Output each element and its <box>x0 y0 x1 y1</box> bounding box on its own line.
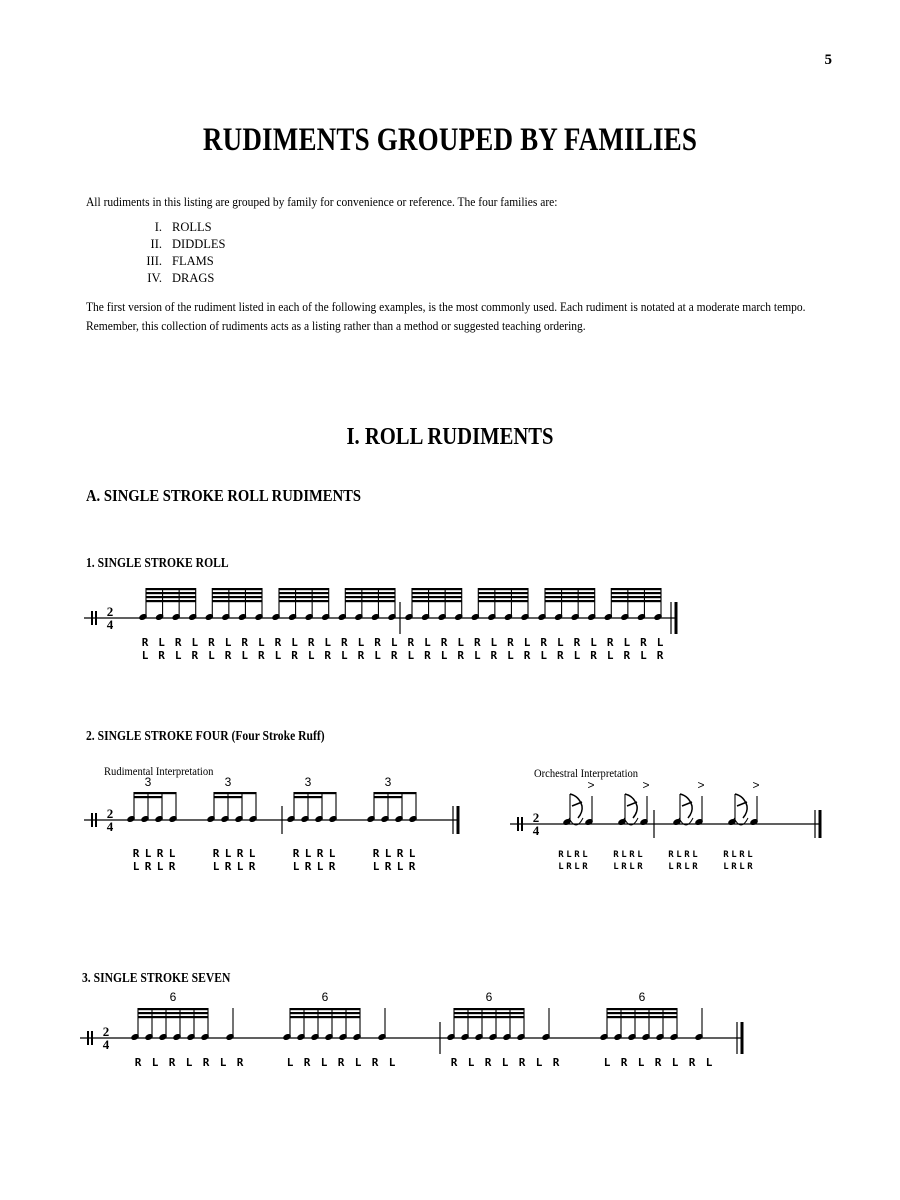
sticking-bottom-letter: R <box>248 860 256 873</box>
sticking-letter: R <box>168 1056 176 1069</box>
sticking-top-letter: L <box>191 636 199 649</box>
sticking-bottom-letter: L <box>668 862 674 872</box>
sticking-letter: R <box>552 1056 560 1069</box>
time-signature-numerator: 2 <box>102 1024 110 1039</box>
family-name: ROLLS <box>172 220 212 234</box>
sticking-top-letter: R <box>507 636 514 649</box>
sticking-bottom-letter: L <box>372 860 380 873</box>
beam <box>478 596 528 598</box>
beam <box>454 1008 524 1010</box>
sticking-letter: L <box>286 1056 294 1069</box>
sticking-top-letter: R <box>236 847 244 860</box>
sticking-letter: R <box>202 1056 210 1069</box>
sticking-bottom-letter: R <box>424 649 431 662</box>
time-signature-denominator: 4 <box>532 823 540 838</box>
sticking-letter: L <box>151 1056 159 1069</box>
sticking-bottom-letter: R <box>328 860 336 873</box>
sticking-bottom-letter: L <box>212 860 220 873</box>
family-name: DIDDLES <box>172 237 226 251</box>
beam <box>607 1008 677 1010</box>
beam <box>345 592 395 594</box>
family-numeral: III. <box>146 254 162 268</box>
sticking-top-letter: L <box>357 636 365 649</box>
sticking-top-letter: L <box>408 847 416 860</box>
sticking-bottom-letter: L <box>739 862 745 872</box>
sticking-bottom-letter: L <box>540 649 548 662</box>
family-numeral: II. <box>150 237 162 251</box>
tuplet-number: 3 <box>384 775 392 789</box>
tuplet-number: 3 <box>144 775 152 789</box>
sticking-bottom-letter: R <box>623 649 631 662</box>
tuplet-number: 3 <box>224 775 232 789</box>
sticking-top-letter: R <box>540 636 548 649</box>
beam <box>138 1012 208 1014</box>
sticking-top-letter: R <box>573 636 581 649</box>
sticking-top-letter: L <box>384 847 392 860</box>
beam <box>279 592 329 594</box>
sticking-top-letter: R <box>684 850 690 860</box>
beam <box>611 588 661 590</box>
beam <box>345 588 395 590</box>
sticking-letter: R <box>371 1056 379 1069</box>
sticking-bottom-letter: L <box>341 649 348 662</box>
beam <box>478 592 528 594</box>
sticking-bottom-letter: R <box>523 649 531 662</box>
beam <box>212 596 262 598</box>
sticking-top-letter: L <box>304 847 312 860</box>
sticking-bottom-letter: R <box>384 860 392 873</box>
sticking-top-letter: R <box>613 850 619 860</box>
sticking-bottom-letter: L <box>316 860 324 873</box>
sticking-top-letter: R <box>739 850 745 860</box>
sticking-bottom-letter: L <box>241 649 248 662</box>
sticking-letter: R <box>620 1056 628 1069</box>
beam <box>134 796 162 798</box>
tuplet-number: 6 <box>321 990 329 1004</box>
subsection-title: A. SINGLE STROKE ROLL RUDIMENTS <box>86 486 362 505</box>
sticking-letter: R <box>484 1056 492 1069</box>
sticking-bottom-letter: R <box>676 862 682 872</box>
beam <box>134 792 176 794</box>
sticking-top-letter: R <box>374 636 381 649</box>
time-signature-numerator: 2 <box>532 810 540 825</box>
sticking-bottom-letter: L <box>396 860 404 873</box>
accent-mark: > <box>587 778 595 792</box>
beam <box>454 1016 524 1018</box>
sticking-bottom-letter: L <box>407 649 415 662</box>
sticking-bottom-letter: R <box>566 862 572 872</box>
sticking-bottom-letter: L <box>640 649 647 662</box>
sticking-bottom-letter: L <box>684 862 690 872</box>
sticking-bottom-letter: L <box>440 649 448 662</box>
sticking-top-letter: R <box>132 847 140 860</box>
sticking-top-letter: R <box>723 850 729 860</box>
sticking-top-letter: L <box>523 636 531 649</box>
family-name: DRAGS <box>172 271 215 285</box>
example-title: 3. SINGLE STROKE SEVEN <box>82 970 231 985</box>
beam <box>545 600 595 602</box>
sticking-letter: L <box>354 1056 362 1069</box>
beam <box>478 588 528 590</box>
sticking-letter: R <box>518 1056 526 1069</box>
note-paragraph: The first version of the rudiment listed in each of the following examples, is the most commonly used. Each rudiment is notated at a moderate march tempo. Remember, this collection of rudiments acts as a listing rather than a method or suggested teaching ordering. <box>86 300 806 333</box>
sticking-top-letter: L <box>656 636 664 649</box>
beam <box>279 600 329 602</box>
sticking-top-letter: R <box>473 636 481 649</box>
sticking-bottom-letter: R <box>731 862 737 872</box>
sticking-top-letter: L <box>566 850 572 860</box>
sticking-top-letter: R <box>574 850 580 860</box>
sticking-bottom-letter: R <box>158 649 165 662</box>
sticking-bottom-letter: L <box>236 860 244 873</box>
tuplet-number: 6 <box>638 990 646 1004</box>
sticking-bottom-letter: R <box>656 649 664 662</box>
section-title: I. ROLL RUDIMENTS <box>346 424 554 450</box>
beam <box>279 596 329 598</box>
beam <box>294 796 322 798</box>
sticking-bottom-letter: L <box>507 649 514 662</box>
sticking-top-letter: L <box>457 636 464 649</box>
sticking-letter: L <box>671 1056 679 1069</box>
beam <box>279 588 329 590</box>
sticking-top-letter: R <box>316 847 324 860</box>
sticking-top-letter: L <box>490 636 498 649</box>
beam <box>212 588 262 590</box>
rudimental-interpretation-label: Rudimental Interpretation <box>104 764 214 778</box>
sticking-top-letter: R <box>156 847 164 860</box>
sticking-top-letter: R <box>629 850 635 860</box>
beam <box>294 792 336 794</box>
sticking-top-letter: R <box>640 636 647 649</box>
sticking-bottom-letter: R <box>390 649 398 662</box>
sticking-bottom-letter: L <box>156 860 164 873</box>
beam <box>146 596 196 598</box>
grace-arc <box>680 794 692 818</box>
sticking-top-letter: L <box>248 847 256 860</box>
family-numeral: IV. <box>147 271 162 285</box>
sticking-letter: L <box>705 1056 713 1069</box>
sticking-letter: R <box>236 1056 244 1069</box>
sticking-top-letter: R <box>292 847 300 860</box>
sticking-top-letter: L <box>582 850 588 860</box>
accent-mark: > <box>642 778 650 792</box>
sticking-top-letter: L <box>390 636 398 649</box>
sticking-top-letter: R <box>372 847 380 860</box>
sticking-bottom-letter: L <box>208 649 215 662</box>
beam <box>212 592 262 594</box>
beam <box>412 588 462 590</box>
sticking-bottom-letter: R <box>324 649 332 662</box>
sticking-top-letter: R <box>274 636 282 649</box>
sticking-letter: R <box>688 1056 696 1069</box>
sticking-letter: R <box>337 1056 345 1069</box>
page-number: 5 <box>824 52 832 68</box>
time-signature-denominator: 4 <box>106 819 114 834</box>
sticking-top-letter: R <box>307 636 315 649</box>
sticking-bottom-letter: L <box>132 860 140 873</box>
sticking-letter: L <box>501 1056 509 1069</box>
sticking-bottom-letter: R <box>224 649 232 662</box>
sticking-bottom-letter: L <box>573 649 581 662</box>
sticking-bottom-letter: L <box>292 860 300 873</box>
sticking-top-letter: L <box>692 850 698 860</box>
sticking-top-letter: L <box>257 636 265 649</box>
sticking-bottom-letter: R <box>144 860 152 873</box>
beam <box>607 1016 677 1018</box>
sticking-top-letter: L <box>158 636 165 649</box>
beam <box>545 596 595 598</box>
sticking-bottom-letter: R <box>291 649 298 662</box>
family-name: FLAMS <box>172 254 214 268</box>
beam <box>374 792 416 794</box>
sticking-bottom-letter: L <box>574 862 580 872</box>
grace-arc <box>625 794 637 818</box>
sticking-bottom-letter: R <box>692 862 698 872</box>
sticking-bottom-letter: R <box>582 862 588 872</box>
sticking-bottom-letter: L <box>141 649 149 662</box>
sticking-bottom-letter: L <box>174 649 182 662</box>
beam <box>478 600 528 602</box>
sticking-bottom-letter: R <box>621 862 627 872</box>
sticking-top-letter: R <box>208 636 215 649</box>
sticking-top-letter: L <box>621 850 627 860</box>
sticking-bottom-letter: L <box>307 649 315 662</box>
sticking-letter: R <box>303 1056 311 1069</box>
sticking-letter: R <box>654 1056 662 1069</box>
beam <box>290 1012 360 1014</box>
beam <box>212 600 262 602</box>
sticking-bottom-letter: L <box>558 862 564 872</box>
sticking-top-letter: R <box>241 636 248 649</box>
sticking-bottom-letter: R <box>457 649 464 662</box>
accent-mark: > <box>752 778 760 792</box>
sticking-letter: L <box>185 1056 193 1069</box>
beam <box>138 1016 208 1018</box>
sticking-top-letter: L <box>424 636 431 649</box>
tuplet-number: 3 <box>304 775 312 789</box>
beam <box>146 592 196 594</box>
sticking-bottom-letter: L <box>606 649 614 662</box>
sticking-bottom-letter: R <box>747 862 753 872</box>
sticking-bottom-letter: R <box>637 862 643 872</box>
tuplet-number: 6 <box>485 990 493 1004</box>
sticking-top-letter: L <box>324 636 332 649</box>
sticking-top-letter: L <box>224 847 232 860</box>
beam <box>214 792 256 794</box>
sticking-bottom-letter: L <box>374 649 381 662</box>
sticking-top-letter: L <box>747 850 753 860</box>
sticking-top-letter: L <box>328 847 336 860</box>
sticking-top-letter: L <box>144 847 152 860</box>
beam <box>138 1008 208 1010</box>
beam <box>545 592 595 594</box>
beam <box>611 596 661 598</box>
sticking-letter: R <box>134 1056 142 1069</box>
sticking-top-letter: L <box>557 636 564 649</box>
sticking-letter: L <box>219 1056 227 1069</box>
sticking-top-letter: R <box>396 847 404 860</box>
sticking-top-letter: L <box>623 636 631 649</box>
family-numeral: I. <box>154 220 162 234</box>
accent-mark: > <box>697 778 705 792</box>
sticking-top-letter: R <box>606 636 614 649</box>
sticking-bottom-letter: R <box>408 860 416 873</box>
beam <box>412 600 462 602</box>
sticking-bottom-letter: R <box>590 649 597 662</box>
sticking-top-letter: R <box>174 636 182 649</box>
beam <box>412 596 462 598</box>
sticking-letter: L <box>603 1056 611 1069</box>
beam <box>611 600 661 602</box>
sticking-bottom-letter: R <box>304 860 312 873</box>
sticking-top-letter: L <box>637 850 643 860</box>
beam <box>146 600 196 602</box>
sticking-top-letter: L <box>168 847 176 860</box>
sticking-letter: L <box>388 1056 396 1069</box>
sticking-bottom-letter: L <box>613 862 619 872</box>
sticking-letter: L <box>467 1056 475 1069</box>
sticking-bottom-letter: R <box>557 649 564 662</box>
sticking-top-letter: R <box>668 850 674 860</box>
sticking-top-letter: R <box>341 636 348 649</box>
sticking-letter: R <box>450 1056 458 1069</box>
beam <box>290 1016 360 1018</box>
sticking-top-letter: R <box>440 636 448 649</box>
time-signature-denominator: 4 <box>102 1037 110 1052</box>
example-title: 2. SINGLE STROKE FOUR (Four Stroke Ruff) <box>86 728 325 743</box>
grace-arc <box>735 794 747 818</box>
beam <box>607 1012 677 1014</box>
beam <box>611 592 661 594</box>
sticking-bottom-letter: R <box>168 860 176 873</box>
sticking-letter: L <box>320 1056 328 1069</box>
time-signature-numerator: 2 <box>106 604 114 619</box>
beam <box>454 1012 524 1014</box>
sticking-bottom-letter: R <box>224 860 232 873</box>
beam <box>290 1008 360 1010</box>
beam <box>545 588 595 590</box>
sticking-top-letter: L <box>224 636 232 649</box>
sticking-top-letter: R <box>141 636 149 649</box>
sticking-top-letter: L <box>291 636 298 649</box>
beam <box>374 796 402 798</box>
sticking-bottom-letter: L <box>723 862 729 872</box>
example-title: 1. SINGLE STROKE ROLL <box>86 555 229 570</box>
sticking-letter: L <box>637 1056 645 1069</box>
tuplet-number: 6 <box>169 990 177 1004</box>
beam <box>214 796 242 798</box>
sticking-letter: L <box>535 1056 543 1069</box>
sticking-top-letter: R <box>212 847 220 860</box>
grace-arc <box>570 794 582 818</box>
beam <box>345 596 395 598</box>
sticking-bottom-letter: R <box>357 649 365 662</box>
intro-paragraph: All rudiments in this listing are grouped by family for convenience or reference. The four families are: <box>86 195 558 209</box>
time-signature-denominator: 4 <box>106 617 114 632</box>
sticking-bottom-letter: R <box>490 649 498 662</box>
sticking-bottom-letter: L <box>629 862 635 872</box>
time-signature-numerator: 2 <box>106 806 114 821</box>
beam <box>345 600 395 602</box>
sticking-top-letter: L <box>590 636 597 649</box>
page-title: RUDIMENTS GROUPED BY FAMILIES <box>202 122 698 158</box>
sticking-bottom-letter: R <box>191 649 199 662</box>
orchestral-interpretation-label: Orchestral Interpretation <box>534 766 639 780</box>
beam <box>412 592 462 594</box>
beam <box>146 588 196 590</box>
sticking-top-letter: R <box>407 636 415 649</box>
sticking-top-letter: L <box>731 850 737 860</box>
sticking-bottom-letter: L <box>473 649 481 662</box>
sticking-top-letter: L <box>676 850 682 860</box>
sticking-bottom-letter: L <box>274 649 282 662</box>
sticking-top-letter: R <box>558 850 564 860</box>
sticking-bottom-letter: R <box>257 649 265 662</box>
